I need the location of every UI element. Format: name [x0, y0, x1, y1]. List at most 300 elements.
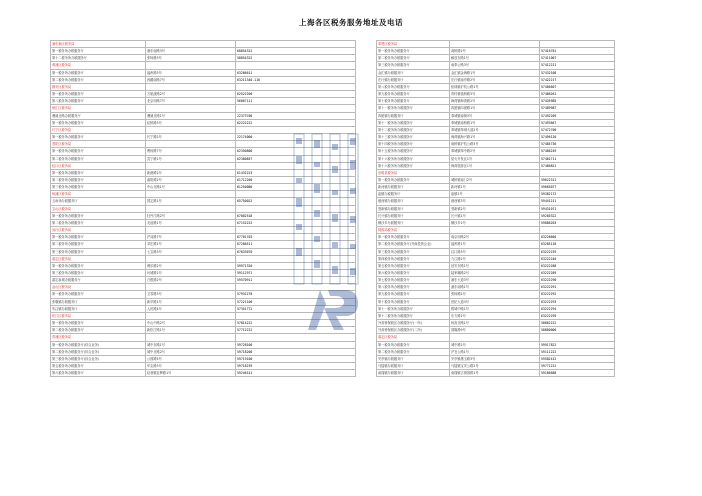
- office-name-cell: 外高桥保税区办税服务厅(一所): [377, 320, 450, 327]
- office-name-cell: 嘉定新城办税服务厅: [51, 277, 146, 284]
- phone-cell: 62380857: [236, 155, 356, 162]
- office-row: [51, 363, 356, 370]
- address-cell: 福州路1号: [450, 241, 540, 248]
- phone-cell: 59285322: [540, 212, 615, 219]
- office-row: [51, 355, 356, 362]
- phone-cell: 67002518: [236, 212, 356, 219]
- district-header-row: [51, 62, 356, 69]
- phone-cell: 63222290: [540, 277, 615, 284]
- phone-cell: 57416781: [540, 48, 615, 55]
- office-name-cell: 安亭镇办税服务厅: [377, 355, 450, 362]
- phone-cell: 57412221: [540, 62, 615, 69]
- address-cell: 白银路2号: [146, 277, 236, 284]
- office-name-cell: 第八税务所办税服务厅: [377, 83, 450, 90]
- office-name-cell: 竖新镇办税服务厅: [377, 205, 450, 212]
- address-cell: 新华路1号: [146, 298, 236, 305]
- phone-cell: [540, 169, 615, 176]
- office-name-cell: 奉贤区税务局: [377, 41, 450, 48]
- office-name-cell: 金汇镇办税服务厅: [377, 69, 450, 76]
- office-name-cell: 第二税务所办税服务厅: [377, 348, 450, 355]
- office-name-cell: 第三税务所办税服务厅: [51, 184, 146, 191]
- address-cell: 庙镇2号: [450, 191, 540, 198]
- tax-bureau-seal-watermark: [290, 118, 370, 348]
- address-cell: 柘林镇沪杭公路1号: [450, 83, 540, 90]
- phone-cell: 58860000: [540, 327, 615, 334]
- address-cell: 牡丹江路2号: [146, 212, 236, 219]
- phone-cell: [236, 41, 356, 48]
- phone-cell: 63211340-116: [236, 76, 356, 83]
- address-cell: 奉城镇南街3号: [450, 112, 540, 119]
- phone-cell: 59441211: [540, 198, 615, 205]
- office-row: [377, 305, 615, 312]
- address-cell: 叶城路1号: [146, 270, 236, 277]
- address-cell: 长兴镇1号: [450, 212, 540, 219]
- office-name-cell: 第十税务所办税服务厅: [377, 98, 450, 105]
- office-row: [377, 219, 615, 226]
- office-row: [377, 134, 615, 141]
- address-cell: 赵巷镇业辉路1号: [146, 370, 236, 377]
- address-cell: 曹杨路7号: [146, 148, 236, 155]
- phone-cell: 59111222: [540, 348, 615, 355]
- office-row: [51, 69, 356, 76]
- address-cell: 海湾镇海湾路2号: [450, 98, 540, 105]
- address-cell: 中山中路2号: [146, 320, 236, 327]
- phone-cell: 59186688: [540, 370, 615, 377]
- phone-cell: 22174000: [236, 134, 356, 141]
- phone-cell: [236, 83, 356, 90]
- office-name-cell: 第二税务所办税服务厅(综合业务): [51, 348, 146, 355]
- office-name-cell: 第二税务所办税服务厅: [51, 327, 146, 334]
- office-row: [377, 363, 615, 370]
- phone-cell: 63285118: [540, 241, 615, 248]
- address-cell: 沪闵路7号: [146, 234, 236, 241]
- office-row: [377, 91, 615, 98]
- office-row: [377, 126, 615, 133]
- address-cell: 海湾旅游区1号: [450, 162, 540, 169]
- office-name-cell: 第十二税务所办税服务厅: [377, 312, 450, 319]
- office-name-cell: 第一税务所办税服务厅: [51, 148, 146, 155]
- address-cell: 延安东路1号: [450, 262, 540, 269]
- office-name-cell: 第一税务所办税服务厅: [51, 69, 146, 76]
- address-cell: 曲阳路2号: [146, 176, 236, 183]
- address-cell: 长宁路2号: [146, 134, 236, 141]
- address-cell: 四团镇四团路1号: [450, 105, 540, 112]
- office-name-cell: 第十六税务所办税服务厅: [377, 162, 450, 169]
- office-name-cell: 张堰镇办税服务厅: [51, 298, 146, 305]
- office-row: [377, 48, 615, 55]
- district-header-row: [377, 41, 615, 48]
- office-name-cell: 马陆镇办税服务厅: [377, 363, 450, 370]
- office-row: [377, 112, 615, 119]
- phone-cell: 57221100: [236, 298, 356, 305]
- address-cell: 银城中路1号: [450, 305, 540, 312]
- office-name-cell: 第七税务所办税服务厅: [377, 277, 450, 284]
- phone-cell: 62222222: [236, 119, 356, 126]
- office-name-cell: 第二税务所办税服务厅: [51, 76, 146, 83]
- office-row: [377, 119, 615, 126]
- phone-cell: 67633070: [236, 248, 356, 255]
- phone-cell: 67701703: [236, 234, 356, 241]
- office-name-cell: 庄行镇办税服务厅: [377, 76, 450, 83]
- phone-cell: 59718239: [236, 363, 356, 370]
- phone-cell: 57466607: [540, 83, 615, 90]
- office-name-cell: 第三税务所办税服务厅: [51, 248, 146, 255]
- address-cell: 城中路2号: [450, 341, 540, 348]
- office-name-cell: 第十一税务所办税服务厅: [377, 119, 450, 126]
- office-row: [377, 55, 615, 62]
- office-name-cell: 第一税务所办税服务厅: [51, 169, 146, 176]
- phone-cell: 63286611: [236, 69, 356, 76]
- office-row: [377, 205, 615, 212]
- phone-cell: 56867111: [236, 98, 356, 105]
- phone-cell: 57492209: [540, 112, 615, 119]
- address-cell: 万航渡路2号: [146, 91, 236, 98]
- address-cell: [450, 41, 540, 48]
- office-row: [377, 184, 615, 191]
- district-header-row: [51, 105, 356, 112]
- address-cell: 城中北路2号: [146, 348, 236, 355]
- address-cell: 杨高北路1号: [450, 320, 540, 327]
- office-name-cell: 第一税务所办税服务厅: [51, 91, 146, 98]
- office-name-cell: 庙镇办税服务厅: [377, 191, 450, 198]
- address-cell: 基隆路9号: [450, 327, 540, 334]
- office-name-cell: 黄浦区税务局: [51, 62, 146, 69]
- address-cell: 博乐路2号: [146, 262, 236, 269]
- phone-cell: [236, 105, 356, 112]
- office-name-cell: 金山区税务局: [51, 284, 146, 291]
- district-header-row: [51, 83, 356, 90]
- phone-cell: 57485730: [540, 141, 615, 148]
- phone-cell: 59246141: [236, 370, 356, 377]
- address-cell: [146, 312, 236, 319]
- office-row: [377, 262, 615, 269]
- office-row: [377, 277, 615, 284]
- phone-cell: 63222292: [540, 291, 615, 298]
- phone-cell: 57351772: [236, 305, 356, 312]
- office-name-cell: 第三税务所办税服务厅: [377, 248, 450, 255]
- district-header-row: [377, 227, 615, 234]
- phone-cell: 59570911: [236, 277, 356, 284]
- address-cell: 七宝路3号: [146, 248, 236, 255]
- office-name-cell: 第八税务所办税服务厅: [377, 284, 450, 291]
- address-cell: 北京西路7号: [146, 98, 236, 105]
- office-name-cell: 第十三税务所办税服务厅: [377, 134, 450, 141]
- address-cell: 东方路2号: [450, 312, 540, 319]
- address-cell: 陆家嘴路2号: [450, 270, 540, 277]
- office-row: [377, 312, 615, 319]
- office-name-cell: 静安区税务局: [51, 83, 146, 90]
- address-cell: 横沙乡1号: [450, 219, 540, 226]
- address-cell: 武宁路1号: [146, 155, 236, 162]
- office-row: [377, 105, 615, 112]
- address-cell: 港西镇3号: [450, 198, 540, 205]
- office-row: [377, 320, 615, 327]
- office-row: [377, 176, 615, 183]
- office-name-cell: 第二税务所办税服务厅: [377, 55, 450, 62]
- phone-cell: 57472700: [540, 126, 615, 133]
- address-cell: 公园路5号: [146, 355, 236, 362]
- office-row: [377, 191, 615, 198]
- office-row: [377, 98, 615, 105]
- office-name-cell: 第一税务所办税服务厅: [51, 262, 146, 269]
- phone-cell: [540, 41, 615, 48]
- address-cell: 虹桥路3号: [146, 119, 236, 126]
- phone-cell: 63222239: [540, 248, 615, 255]
- phone-cell: 57814222: [236, 320, 356, 327]
- office-name-cell: 第九税务所办税服务厅: [377, 91, 450, 98]
- office-row: [377, 212, 615, 219]
- office-name-cell: 第一税务所办税服务厅: [377, 48, 450, 55]
- office-row: [51, 98, 356, 105]
- phone-cell: 67286511: [236, 241, 356, 248]
- address-cell: 南翔镇古猗园路1号: [450, 370, 540, 377]
- phone-cell: 59112971: [236, 270, 356, 277]
- address-cell: 国定路1号: [146, 198, 236, 205]
- address-cell: 新松江路1号: [146, 327, 236, 334]
- office-name-cell: 杨浦区税务局: [51, 191, 146, 198]
- address-cell: 世纪大道3号: [450, 298, 540, 305]
- office-name-cell: 第十二税务所办税服务厅: [377, 126, 450, 133]
- office-row: [377, 341, 615, 348]
- phone-cell: 57489987: [540, 105, 615, 112]
- address-cell: 南京西路2号: [450, 234, 540, 241]
- office-row: [377, 348, 615, 355]
- address-cell: [450, 169, 540, 176]
- phone-cell: 57496120: [540, 134, 615, 141]
- address-cell: 中山北路1号: [146, 184, 236, 191]
- office-name-cell: 第二税务所办税服务厅: [51, 176, 146, 183]
- office-name-cell: 嘉定区税务局: [377, 334, 450, 341]
- phone-cell: 59719100: [236, 355, 356, 362]
- office-row: [51, 76, 356, 83]
- office-name-cell: 浦东新区税务局: [51, 41, 146, 48]
- address-cell: [450, 227, 540, 234]
- address-cell: 马陆镇宝安公路2号: [450, 363, 540, 370]
- phone-cell: 57462711: [540, 155, 615, 162]
- office-name-cell: 虹口区税务局: [51, 162, 146, 169]
- office-name-cell: 闵行区税务局: [51, 227, 146, 234]
- office-name-cell: 第八税务所办税服务厅: [51, 98, 146, 105]
- address-cell: 九江路2号: [450, 255, 540, 262]
- office-name-cell: 五角场办税服务厅: [51, 198, 146, 205]
- address-cell: 浦东南路3号: [146, 48, 236, 55]
- office-row: [377, 327, 615, 334]
- office-row: [377, 270, 615, 277]
- address-cell: 青村镇钱桥路3号: [450, 91, 540, 98]
- office-row: [377, 291, 615, 298]
- office-name-cell: 青浦区税务局: [51, 334, 146, 341]
- phone-cell: 68854322: [236, 48, 356, 55]
- office-name-cell: 南翔镇办税服务厅: [377, 370, 450, 377]
- office-name-cell: 第五税务所办税服务厅: [377, 262, 450, 269]
- office-name-cell: 第十一税务所办税服务厅: [377, 105, 450, 112]
- office-row: [377, 148, 615, 155]
- office-name-cell: 四团镇办税服务厅: [377, 112, 450, 119]
- phone-cell: 58854322: [236, 55, 356, 62]
- address-cell: 新河镇1号: [450, 184, 540, 191]
- office-row: [377, 284, 615, 291]
- address-cell: 汉口路3号: [450, 248, 540, 255]
- office-name-cell: 第十六税务所办税服务厅: [377, 155, 450, 162]
- phone-cell: 57486261: [540, 91, 615, 98]
- phone-cell: [540, 334, 615, 341]
- address-cell: 浦东大道3号: [450, 277, 540, 284]
- office-row: [51, 48, 356, 55]
- office-name-cell: 第二税务所办税服务厅: [51, 241, 146, 248]
- office-name-cell: 第十五税务所办税服务厅: [377, 148, 450, 155]
- phone-cell: 59718200: [236, 348, 356, 355]
- office-row: [377, 298, 615, 305]
- address-cell: 星火开发区1号: [450, 155, 540, 162]
- office-row: [377, 241, 615, 248]
- phone-cell: 61432223: [236, 169, 356, 176]
- address-cell: 奉城镇奉中路2号: [450, 148, 540, 155]
- phone-cell: 59431071: [540, 205, 615, 212]
- address-cell: 庄行镇南亭路2号: [450, 76, 540, 83]
- office-row: [377, 83, 615, 90]
- phone-cell: 57486821: [540, 162, 615, 169]
- office-row: [377, 69, 615, 76]
- phone-cell: 57411007: [540, 55, 615, 62]
- right-directory-table: [376, 40, 615, 377]
- office-row: [377, 248, 615, 255]
- office-name-cell: 第三税务所办税服务厅: [51, 270, 146, 277]
- office-row: [377, 234, 615, 241]
- office-name-cell: 第一税务所办税服务厅: [51, 291, 146, 298]
- office-name-cell: 第四税务所办税服务厅: [377, 255, 450, 262]
- phone-cell: 57486249: [540, 148, 615, 155]
- phone-cell: 59971320: [236, 262, 356, 269]
- phone-cell: 57432108: [540, 69, 615, 76]
- office-row: [377, 370, 615, 377]
- office-name-cell: 第九税务所办税服务厅: [377, 291, 450, 298]
- phone-cell: 63222293: [540, 298, 615, 305]
- phone-cell: 59771222: [540, 363, 615, 370]
- phone-cell: 63222295: [540, 312, 615, 319]
- address-cell: [146, 83, 236, 90]
- phone-cell: 57422217: [540, 76, 615, 83]
- office-name-cell: 第十一税务所办税服务厅: [377, 305, 450, 312]
- address-cell: 海湾镇海兴路1号: [450, 134, 540, 141]
- phone-cell: 57712222: [236, 327, 356, 334]
- office-name-cell: 长宁区税务局: [51, 126, 146, 133]
- office-name-cell: 徐汇区税务局: [51, 105, 146, 112]
- phone-cell: 22373700: [236, 112, 356, 119]
- office-name-cell: 朱泾镇办税服务厅: [51, 305, 146, 312]
- office-name-cell: 宝山区税务局: [51, 205, 146, 212]
- office-row: [51, 370, 356, 377]
- phone-cell: 58862222: [540, 320, 615, 327]
- address-cell: [146, 205, 236, 212]
- address-cell: [146, 41, 236, 48]
- office-name-cell: 第十二税务所办税服务厅: [51, 55, 146, 62]
- address-cell: 城桥镇南门2号: [450, 176, 540, 183]
- address-cell: 安亭镇墨玉路3号: [450, 355, 540, 362]
- phone-cell: 57493667: [540, 119, 615, 126]
- office-row: [51, 348, 356, 355]
- office-name-cell: 第十四税务所办税服务厅: [377, 141, 450, 148]
- address-cell: [146, 62, 236, 69]
- office-name-cell: 横沙乡办税服务厅: [377, 219, 450, 226]
- office-name-cell: 第六税务所办税服务厅: [51, 370, 146, 377]
- phone-cell: 59622311: [540, 176, 615, 183]
- office-name-cell: 第六税务所办税服务厅: [377, 270, 450, 277]
- phone-cell: 59382172: [540, 191, 615, 198]
- office-name-cell: 第二税务所办税服务厅(外商投资企业): [377, 241, 450, 248]
- office-name-cell: 外高桥保税区办税服务厅(二所): [377, 327, 450, 334]
- address-cell: 奉城镇奉城大道2号: [450, 126, 540, 133]
- office-row: [377, 198, 615, 205]
- address-cell: [146, 141, 236, 148]
- phone-cell: 59886203: [540, 219, 615, 226]
- address-cell: 浦东南路1号: [450, 284, 540, 291]
- phone-cell: 57932278: [236, 291, 356, 298]
- address-cell: 解放东路1号: [450, 55, 540, 62]
- address-cell: 张杨路2号: [450, 291, 540, 298]
- office-name-cell: 第二税务所办税服务厅: [51, 219, 146, 226]
- phone-cell: 63222291: [540, 284, 615, 291]
- office-name-cell: 第二税务所办税服务厅: [51, 155, 146, 162]
- office-name-cell: 港西镇办税服务厅: [377, 198, 450, 205]
- office-name-cell: 第一税务所办税服务厅: [51, 119, 146, 126]
- address-cell: 西藏南路7号: [146, 76, 236, 83]
- phone-cell: [540, 227, 615, 234]
- office-name-cell: 嘉定区税务局: [51, 255, 146, 262]
- office-name-cell: 崇明县税务局: [377, 169, 450, 176]
- office-name-cell: 普陀区税务局: [51, 141, 146, 148]
- office-row: [377, 255, 615, 262]
- address-cell: 张杨路3号: [146, 55, 236, 62]
- address-cell: [146, 334, 236, 341]
- office-row: [377, 155, 615, 162]
- address-cell: 南桥镇沪杭公路3号: [450, 141, 540, 148]
- office-name-cell: 第一税务所办税服务厅: [377, 341, 450, 348]
- office-name-cell: 第五税务所办税服务厅: [51, 363, 146, 370]
- office-name-cell: 第一税务所办税服务厅(综合业务): [51, 341, 146, 348]
- phone-cell: 63222288: [540, 262, 615, 269]
- office-name-cell: 第三税务所办税服务厅(综合业务): [51, 355, 146, 362]
- address-cell: 奉城镇南桥路1号: [450, 119, 540, 126]
- address-cell: [146, 162, 236, 169]
- address-cell: 漕溪北路1号: [146, 112, 236, 119]
- phone-cell: 63222289: [540, 270, 615, 277]
- office-name-cell: 第一税务所办税服务厅: [51, 212, 146, 219]
- phone-cell: 61250080: [236, 184, 356, 191]
- office-row: [377, 141, 615, 148]
- office-name-cell: 第一税务所办税服务厅: [377, 234, 450, 241]
- office-name-cell: 松江区税务局: [51, 312, 146, 319]
- address-cell: 沪宜公路1号: [450, 348, 540, 355]
- office-name-cell: 第三税务所办税服务厅: [377, 62, 450, 69]
- office-row: [377, 162, 615, 169]
- address-cell: 竖新镇2号: [450, 205, 540, 212]
- address-cell: 新港路2号: [146, 169, 236, 176]
- address-cell: 南桥路2号: [450, 48, 540, 55]
- address-cell: 莘庄路1号: [146, 241, 236, 248]
- office-name-cell: 第一税务所办税服务厅: [51, 234, 146, 241]
- address-cell: 友谊路1号: [146, 219, 236, 226]
- office-row: [377, 355, 615, 362]
- address-cell: 福州路3号: [146, 69, 236, 76]
- district-header-row: [377, 169, 615, 176]
- address-cell: 人民路4号: [146, 305, 236, 312]
- office-row: [51, 55, 356, 62]
- phone-cell: 65750022: [236, 198, 356, 205]
- office-name-cell: 第十税务所办税服务厅: [377, 298, 450, 305]
- office-name-cell: 第一税务所办税服务厅: [51, 134, 146, 141]
- office-name-cell: 漕溪北路办税服务厅: [51, 112, 146, 119]
- phone-cell: [236, 62, 356, 69]
